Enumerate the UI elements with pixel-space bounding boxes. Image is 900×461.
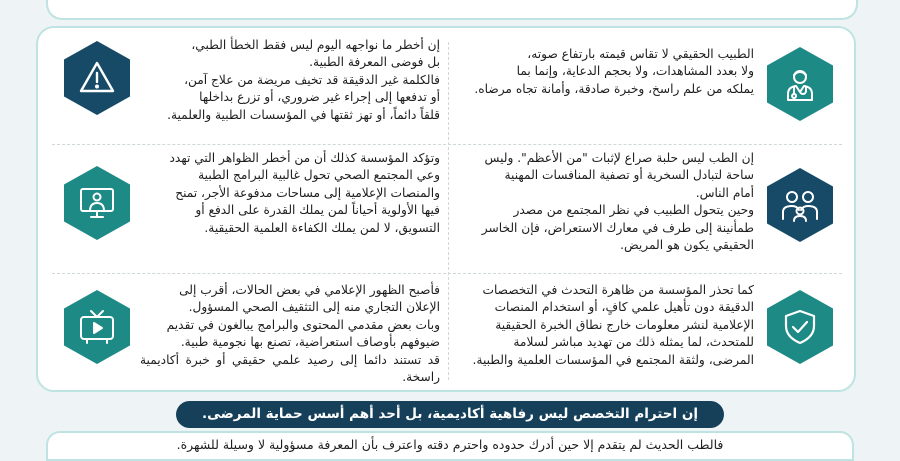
section-line: وحين يتحول الطبيب في نظر المجتمع من مصدر xyxy=(513,203,754,218)
section-line: التسويق، لا لمن يملك الكفاءة العلمية الحقيقية. xyxy=(204,220,440,235)
section-line: الحقيقي يكون هو المريض. xyxy=(620,238,754,253)
section-line: الإعلان التجاري منه إلى التثقيف الصحي المسؤول. xyxy=(188,300,440,315)
section-specialty-warning xyxy=(462,282,754,369)
section-line: ضيوفهم بأوصاف استعراضية، تصنع بها نجومية طبية. xyxy=(180,335,440,350)
top-panel-edge xyxy=(46,0,858,20)
section-line: وتؤكد المؤسسة كذلك أن من أخطر الظواهر التي تهدد xyxy=(169,151,440,165)
shield-check-icon xyxy=(780,307,820,347)
section-line: طمأنينة إلى طرف في معارك الاستعراض، فإن الخاسر xyxy=(481,220,754,235)
section-line: إن الطب ليس حلبة صراع لإثبات "من الأعظم". وليس xyxy=(484,151,754,165)
column-divider xyxy=(448,42,449,380)
section-line: قلقاً دائماً، أو تهز ثقتها في المؤسسات الطبية والعلمية. xyxy=(167,107,440,122)
footer-text: فالطب الحديث لم يتقدم إلا حين أدرك حدوده واحترم دقته واعترف بأن المعرفة مسؤولية لا وسيلة للشهرة. xyxy=(46,431,854,461)
row-divider-2 xyxy=(52,273,842,274)
section-line: المرضى، ولثقة المجتمع في المؤسسات العلمية والطبية. xyxy=(472,352,754,367)
section-line: أمام الناس. xyxy=(695,185,754,200)
row-divider-1 xyxy=(52,144,842,145)
tv-play-icon xyxy=(77,307,117,347)
section-line: وبات بعض مقدمي المحتوى والبرامج يبالغون في تقديم xyxy=(166,317,440,332)
people-icon xyxy=(780,185,820,225)
section-line: الإعلامية لنشر معلومات خارج نطاق الخبرة الحقيقية xyxy=(495,317,754,332)
bottom-banner: إن احترام التخصص ليس رفاهية أكاديمية، بل أحد أهم أسس حماية المرضى. xyxy=(176,401,724,428)
section-line: وعي المجتمع الصحي تحول غالبية البرامج الطبية xyxy=(198,168,440,183)
section-line: للمتحدث، لما يمثله ذلك من تهديد مباشر لسلامة xyxy=(513,335,754,350)
section-line: فيها الأولوية أحياناً لمن يملك القدرة على الدفع أو xyxy=(195,203,440,218)
section-media-ads xyxy=(140,282,440,386)
warning-icon xyxy=(77,58,117,98)
section-line: ولا بعدد المشاهدات، ولا بحجم الدعاية، وإنما بما xyxy=(516,64,754,79)
section-not-arena xyxy=(462,150,754,254)
section-medical-chaos xyxy=(150,37,440,124)
section-line: أو تدفعها إلى إجراء غير ضروري، أو تزرع بداخلها xyxy=(199,90,440,105)
section-line: قد تستند دائما إلى رصيد علمي حقيقي أو خبرة أكاديمية راسخة. xyxy=(140,352,440,385)
section-line: فالكلمة غير الدقيقة قد تخيف مريضة من علاج آمن، xyxy=(184,72,440,87)
section-real-doctor xyxy=(462,46,754,98)
section-line: الدقيقة دون تأهيل علمي كافٍ، أو استخدام المنصات xyxy=(494,300,754,315)
section-line: ساحة لتبادل السخرية أو تصفية المنافسات المهنية xyxy=(504,168,754,183)
section-line: فأصبح الظهور الإعلامي في بعض الحالات، أقرب إلى xyxy=(179,283,440,297)
presenter-icon xyxy=(77,183,117,223)
section-line: كما تحذر المؤسسة من ظاهرة التحدث في التخصصات xyxy=(482,283,754,297)
section-line: والمنصات الإعلامية إلى مساحات مدفوعة الأجر، تمنح xyxy=(175,185,440,200)
doctor-icon xyxy=(780,64,820,104)
section-line: الطبيب الحقيقي لا تقاس قيمته بارتفاع صوته، xyxy=(527,47,754,61)
section-line: يملكه من علم راسخ، وخبرة صادقة، وأمانة تجاه مرضاه. xyxy=(474,81,754,96)
section-line: بل فوضى المعرفة الطبية. xyxy=(309,55,440,70)
section-line: إن أخطر ما نواجهه اليوم ليس فقط الخطأ الطبي، xyxy=(191,38,440,52)
section-paid-platforms xyxy=(150,150,440,237)
